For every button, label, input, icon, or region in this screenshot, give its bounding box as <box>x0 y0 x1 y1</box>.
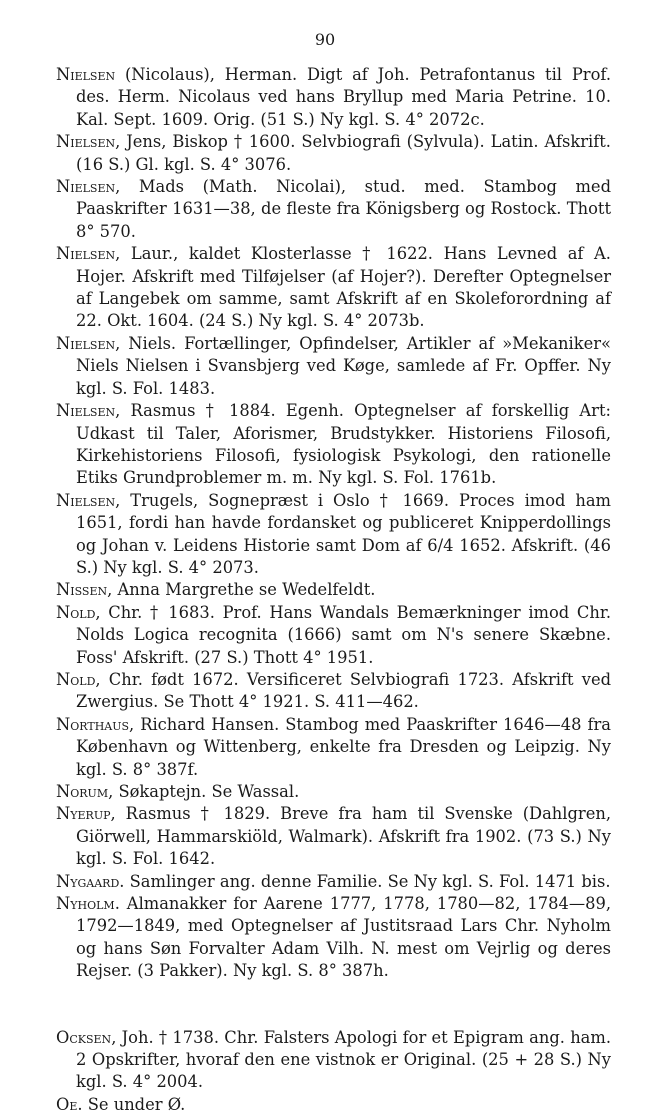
page-number: 90 <box>314 30 336 49</box>
catalogue-entry <box>56 400 611 490</box>
entry-surname: Nissen <box>56 580 108 600</box>
catalogue-entry <box>56 714 611 781</box>
entry-surname: Nielsen <box>56 333 116 353</box>
catalogue-entry <box>56 871 611 893</box>
entry-text: , Laur., kaldet Klosterlasse † 1622. Hans Levned af A. Hojer. Afskrift med Tilføjelser (af Hojer?). Derefter Optegnelser af Langebek om samme, samt Afskrift af en Skoleforordning af 22. Okt. 1604. (24 S.) Ny kgl. S. 4° 2073b. <box>76 244 611 331</box>
entry-text: , Jens, Biskop † 1600. Selvbiografi (Sylvula). Latin. Afskrift. (16 S.) Gl. kgl. S. 4° 3076. <box>76 132 611 174</box>
entry-surname: Nygaard <box>56 871 120 891</box>
entry-surname: Nielsen <box>56 177 116 197</box>
entry-text: , Mads (Math. Nicolai), stud. med. Stambog med Paaskrifter 1631—38, de fleste fra Königsberg og Rostock. Thott 8° 570. <box>76 177 611 241</box>
entry-surname: Norum <box>56 782 109 801</box>
entry-text: (Nicolaus), Herman. Digt af Joh. Petrafontanus til Prof. des. Herm. Nicolaus ved hans Bryllup med Maria Petrine. 10. Kal. Sept. 1609. Orig. (51 S.) Ny kgl. S. 4° 2072c. <box>76 65 611 129</box>
catalogue-entry <box>56 781 611 803</box>
entry-surname: Northaus <box>56 714 130 734</box>
entry-surname: Nyholm <box>56 894 115 914</box>
catalogue-entry <box>56 333 611 400</box>
entry-surname: Nyerup <box>56 804 111 824</box>
entry-text: , Trugels, Sognepræst i Oslo † 1669. Proces imod ham 1651, fordi han havde fordansket og publiceret Knipperdollings og Johan v. Leidens Historie samt Dom af 6/4 1652. Afskrift. (46 S.) Ny kgl. S. 4° 2073. <box>76 490 611 577</box>
entry-text: , Niels. Fortællinger, Opfindelser, Artikler af »Mekaniker« Niels Nielsen i Svansbjerg ved Køge, samlede af Fr. Opffer. Ny kgl. S. Fol. 1483. <box>76 333 611 398</box>
entry-surname: Nielsen <box>56 490 116 510</box>
catalogue-entries <box>56 64 611 1116</box>
catalogue-entry <box>56 176 611 243</box>
catalogue-entry <box>56 602 611 669</box>
entry-surname: Nielsen <box>56 65 116 84</box>
catalogue-entry <box>56 579 611 601</box>
entry-surname: Nielsen <box>56 401 116 421</box>
catalogue-entry <box>56 803 611 870</box>
entry-surname: Oe <box>56 1094 78 1114</box>
entry-surname: Ocksen <box>56 1027 112 1047</box>
catalogue-entry <box>56 64 611 131</box>
entry-surname: Nold <box>56 602 96 622</box>
entry-text: , Joh. † 1738. Chr. Falsters Apologi for et Epigram ang. ham. 2 Opskrifter, hvoraf den ene vistnok er Original. (25 + 28 S.) Ny kgl. S. 4° 2004. <box>76 1027 611 1092</box>
entry-surname: Nold <box>56 669 96 689</box>
entry-text: . Samlinger ang. denne Familie. Se Ny kgl. S. Fol. 1471 bis. <box>119 871 611 891</box>
catalogue-entry <box>56 1094 611 1116</box>
entry-text: . Almanakker for Aarene 1777, 1778, 1780—82, 1784—89, 1792—1849, med Optegnelser af Justitsraad Lars Chr. Nyholm og hans Søn Forvalter Adam Vilh. N. mest om Vejrlig og deres Rejser. (3 Pakker). Ny kgl. S. 8° 387h. <box>76 894 611 981</box>
catalogue-entry <box>56 669 611 714</box>
entry-text: , Chr. født 1672. Versificeret Selvbiografi 1723. Afskrift ved Zwergius. Se Thott 4° 1921. S. 411—462. <box>76 669 611 712</box>
entry-surname: Nielsen <box>56 244 116 264</box>
catalogue-entry <box>56 893 611 983</box>
entry-text: , Rasmus † 1829. Breve fra ham til Svenske (Dahlgren, Giörwell, Hammarskiöld, Walmark). Afskrift fra 1902. (73 S.) Ny kgl. S. Fol. 1642. <box>76 804 611 869</box>
catalogue-entry <box>56 243 611 333</box>
catalogue-entry <box>56 1027 611 1094</box>
entry-text: , Chr. † 1683. Prof. Hans Wandals Bemærkninger imod Chr. Nolds Logica recognita (1666) samt om N's senere Skæbne. Foss' Afskrift. (27 S.) Thott 4° 1951. <box>76 602 611 667</box>
entry-surname: Nielsen <box>56 132 116 152</box>
catalogue-entry <box>56 490 611 580</box>
entry-text: , Anna Margrethe se Wedelfeldt. <box>107 580 376 600</box>
entry-text: , Richard Hansen. Stambog med Paaskrifter 1646—48 fra København og Wittenberg, enkelte fra Dresden og Leipzig. Ny kgl. S. 8° 387f. <box>76 714 611 779</box>
section-gap <box>56 983 611 1027</box>
catalogue-entry <box>56 131 611 176</box>
entry-text: , Rasmus † 1884. Egenh. Optegnelser af forskellig Art: Udkast til Taler, Aforismer, Brudstykker. Historiens Filosofi, Kirkehistoriens Filosofi, fysiologisk Psykologi, den rationelle Etiks Grundproblemer m. m. Ny kgl. S. Fol. 1761b. <box>76 401 611 488</box>
entry-text: . Se under Ø. <box>77 1094 186 1114</box>
entry-text: , Søkaptejn. Se Wassal. <box>108 782 300 801</box>
